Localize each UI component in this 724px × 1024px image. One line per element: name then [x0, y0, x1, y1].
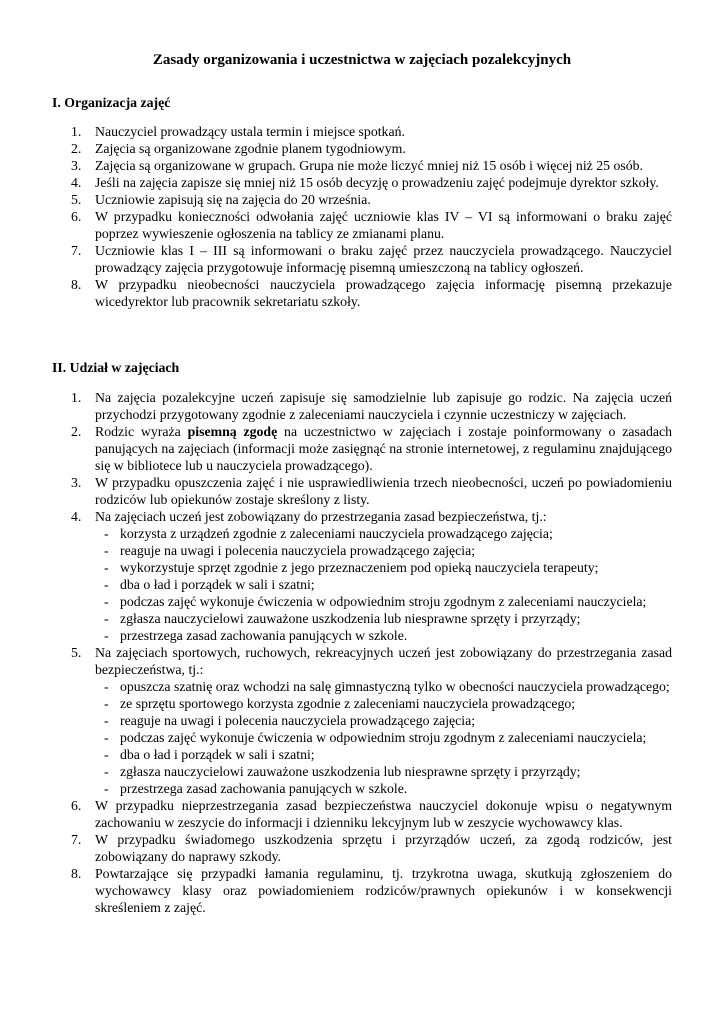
list-item: 2. Rodzic wyraża pisemną zgodę na uczestnictwo w zajęciach i zostaje poinformowany o zasadach panujących na zajęciach (informacji może zasięgnąć na stronie internetowej, z regulaminu znajdującego się w bibliotece lub u nauczyciela prowadzącego).: [71, 424, 673, 473]
list-item: 4. Na zajęciach uczeń jest zobowiązany do przestrzegania zasad bezpieczeństwa, tj.: - korzysta z urządzeń zgodnie z zaleceniami nauczyciela prowadzącego zajęcia; - reaguje na uwagi i polecenia nauczyciela prowadzącego zajęcia; - wykorzystuje sprzęt zgodnie z jego przeznaczeniem pod opieką nauczyciela terapeuty; - dba o ład i porządek w sali i szatni; - podczas zajęć wykonuje ćwiczenia w odpowiednim stroju zgodnym z zaleceniami nauczyciela; - zgłasza nauczycielowi zauważone uszkodzenia lub niesprawne sprzęty i przyrządy; - przestrzega zasad zachowania panujących w szkole.: [52, 508, 672, 644]
sub-list-item: - przestrzega zasad zachowania panujących w szkole.: [52, 780, 672, 797]
sub-list-item: - podczas zajęć wykonuje ćwiczenia w odpowiednim stroju zgodnym z zaleceniami nauczyciela;: [52, 593, 672, 610]
sub-list-item: - dba o ład i porządek w sali i szatni;: [52, 746, 672, 763]
list-item: 2. Zajęcia są organizowane zgodnie planem tygodniowym.: [71, 141, 406, 156]
sub-list-item: - zgłasza nauczycielowi zauważone uszkodzenia lub niesprawne sprzęty i przyrządy;: [52, 763, 672, 780]
list-item: 8. Powtarzające się przypadki łamania regulaminu, tj. trzykrotna uwaga, skutkują zgłoszeniem do wychowawcy klasy oraz powiadomieniem rodziców/prawnych opiekunów i w konsekwencji skreśleniem z zajęć.: [71, 866, 672, 915]
list-item: 1. Na zajęcia pozalekcyjne uczeń zapisuje się samodzielnie lub zapisuje go rodzic. Na zajęcia uczeń przychodzi przygotowany zgodnie z zaleceniami nauczyciela i czynnie uczestniczy w zajęciach.: [71, 390, 672, 422]
list-item: 1. Nauczyciel prowadzący ustala termin i miejsce spotkań.: [71, 124, 405, 139]
sub-list-item: - przestrzega zasad zachowania panujących w szkole.: [52, 627, 672, 644]
section-organizacja: [52, 94, 672, 310]
list-item: 8. W przypadku nieobecności nauczyciela prowadzącego zajęcia informację pisemną przekazuje wicedyrektor lub pracownik sekretariatu szkoły.: [71, 277, 672, 309]
sub-list-item: - podczas zajęć wykonuje ćwiczenia w odpowiednim stroju zgodnym z zaleceniami nauczyciela;: [52, 729, 672, 746]
list-item: 7. Uczniowie klas I – III są informowani o braku zajęć przez nauczyciela prowadzącego. Nauczyciel prowadzący zajęcia przygotowuje informację pisemną umieszczoną na tablicy ogłoszeń.: [71, 243, 672, 275]
sub-list-item: - opuszcza szatnię oraz wchodzi na salę gimnastyczną tylko w obecności nauczyciela prowadzącego;: [52, 678, 672, 695]
list-item: 7. W przypadku świadomego uszkodzenia sprzętu i przyrządów uczeń, za zgodą rodziców, jest zobowiązany do naprawy szkody.: [71, 832, 672, 864]
sub-list-item: - korzysta z urządzeń zgodnie z zaleceniami nauczyciela prowadzącego zajęcia;: [52, 525, 672, 542]
sub-list: [95, 678, 672, 797]
section-heading: II. Udział w zajęciach: [52, 360, 180, 375]
list-item: 3. W przypadku opuszczenia zajęć i nie usprawiedliwienia trzech nieobecności, uczeń po powiadomieniu rodziców lub opiekunów zostaje skreślony z listy.: [71, 475, 672, 507]
sub-list-item: - ze sprzętu sportowego korzysta zgodnie z zaleceniami nauczyciela prowadzącego;: [52, 695, 672, 712]
sub-list-item: - dba o ład i porządek w sali i szatni;: [52, 576, 672, 593]
sub-list-item: - reaguje na uwagi i polecenia nauczyciela prowadzącego zajęcia;: [52, 712, 672, 729]
sub-list-item: - wykorzystuje sprzęt zgodnie z jego przeznaczeniem pod opieką nauczyciela terapeuty;: [52, 559, 672, 576]
rules-list: [52, 123, 672, 310]
rules-list: [52, 389, 672, 916]
list-item: 5. Uczniowie zapisują się na zajęcia do 20 września.: [71, 192, 371, 207]
list-item: 6. W przypadku nieprzestrzegania zasad bezpieczeństwa nauczyciel dokonuje wpisu o negatywnym zachowaniu w zeszycie do informacji i dzienniku lekcyjnym lub w zeszycie wychowawcy klas.: [71, 798, 672, 830]
sub-list: [95, 525, 672, 644]
sub-list-item: - zgłasza nauczycielowi zauważone uszkodzenia lub niesprawne sprzęty i przyrządy;: [52, 610, 672, 627]
section-heading: I. Organizacja zajęć: [52, 95, 171, 110]
document-title: Zasady organizowania i uczestnictwa w zajęciach pozalekcyjnych: [152, 52, 572, 68]
list-item: 5. Na zajęciach sportowych, ruchowych, rekreacyjnych uczeń jest zobowiązany do przestrzegania zasad bezpieczeństwa, tj.: - opuszcza szatnię oraz wchodzi na salę gimnastyczną tylko w obecności nauczyciela prowadzącego; - ze sprzętu sportowego korzysta zgodnie z zaleceniami nauczyciela prowadzącego; - reaguje na uwagi i polecenia nauczyciela prowadzącego zajęcia; - podczas zajęć wykonuje ćwiczenia w odpowiednim stroju zgodnym z zaleceniami nauczyciela; - dba o ład i porządek w sali i szatni; - zgłasza nauczycielowi zauważone uszkodzenia lub niesprawne sprzęty i przyrządy; - przestrzega zasad zachowania panujących w szkole.: [52, 644, 672, 797]
sub-list-item: - reaguje na uwagi i polecenia nauczyciela prowadzącego zajęcia;: [52, 542, 672, 559]
list-item: 6. W przypadku konieczności odwołania zajęć uczniowie klas IV – VI są informowani o braku zajęć poprzez wywieszenie ogłoszenia na tablicy ze zmianami planu.: [71, 209, 672, 241]
list-item: 3. Zajęcia są organizowane w grupach. Grupa nie może liczyć mniej niż 15 osób i więcej niż 25 osób.: [71, 158, 643, 173]
section-udzial: [52, 359, 672, 916]
emphasis-text: pisemną zgodę: [187, 424, 278, 439]
list-item: 4. Jeśli na zajęcia zapisze się mniej niż 15 osób decyzję o prowadzeniu zajęć podejmuje dyrektor szkoły.: [71, 175, 659, 190]
